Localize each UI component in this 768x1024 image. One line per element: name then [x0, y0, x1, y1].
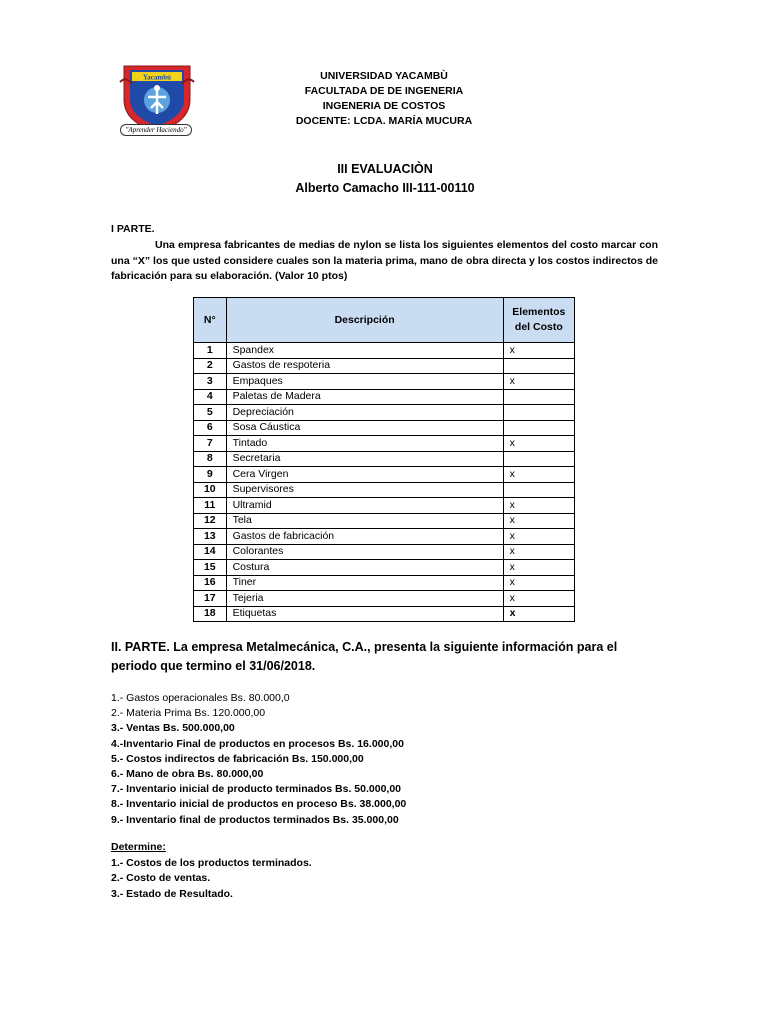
row-description: Colorantes — [226, 544, 503, 560]
row-mark: x — [503, 529, 574, 545]
row-description: Secretaria — [226, 451, 503, 467]
row-description: Costura — [226, 560, 503, 576]
row-description: Tela — [226, 513, 503, 529]
row-mark: x — [503, 560, 574, 576]
row-number: 8 — [194, 451, 227, 467]
part1-instructions — [111, 238, 658, 285]
row-number: 18 — [194, 606, 227, 622]
determine-item: 3.- Estado de Resultado. — [111, 887, 233, 900]
row-description: Spandex — [226, 343, 503, 359]
info-item: 6.- Mano de obra Bs. 80.000,00 — [111, 768, 264, 781]
table-row — [194, 405, 575, 421]
row-description: Etiquetas — [226, 606, 503, 622]
part1-label: I PARTE. — [111, 223, 155, 235]
row-number: 13 — [194, 529, 227, 545]
table-row — [194, 358, 575, 374]
info-list — [111, 691, 406, 828]
row-number: 4 — [194, 389, 227, 405]
faculty-name: FACULTADA DE DE INGENERIA — [304, 85, 464, 97]
row-mark: x — [503, 343, 574, 359]
table-header-row — [194, 298, 575, 343]
row-mark — [503, 451, 574, 467]
row-mark — [503, 420, 574, 436]
row-description: Paletas de Madera — [226, 389, 503, 405]
row-mark: x — [503, 544, 574, 560]
row-mark: x — [503, 498, 574, 514]
table-row — [194, 420, 575, 436]
row-description: Ultramid — [226, 498, 503, 514]
row-number: 10 — [194, 482, 227, 498]
row-description: Gastos de respoteria — [226, 358, 503, 374]
table-row — [194, 467, 575, 483]
info-item: 3.- Ventas Bs. 500.000,00 — [111, 722, 235, 735]
evaluation-title — [200, 160, 570, 198]
row-description: Empaques — [226, 374, 503, 390]
table-row — [194, 575, 575, 591]
row-mark — [503, 482, 574, 498]
row-number: 17 — [194, 591, 227, 607]
row-description: Tejeria — [226, 591, 503, 607]
table-row — [194, 389, 575, 405]
row-number: 6 — [194, 420, 227, 436]
logo-motto: "Aprender Haciendo" — [120, 124, 192, 136]
row-mark: x — [503, 467, 574, 483]
row-number: 5 — [194, 405, 227, 421]
row-mark — [503, 405, 574, 421]
row-description: Supervisores — [226, 482, 503, 498]
determine-item: 2.- Costo de ventas. — [111, 872, 211, 884]
determine-section — [111, 840, 312, 902]
row-number: 9 — [194, 467, 227, 483]
row-mark — [503, 358, 574, 374]
table-row — [194, 343, 575, 359]
row-mark — [503, 389, 574, 405]
row-description: Cera Virgen — [226, 467, 503, 483]
part1-text: Una empresa fabricantes de medias de nylon se lista los siguientes elementos del costo marcar con una “X” los que usted considere cuales son la materia prima, mano de obra directa y los costos indirectos de fabricación para su elaboración. (Valor 10 ptos) — [111, 239, 658, 282]
table-row — [194, 498, 575, 514]
header-number: N° — [194, 298, 227, 343]
row-number: 15 — [194, 560, 227, 576]
table-row — [194, 374, 575, 390]
row-number: 11 — [194, 498, 227, 514]
table-row — [194, 606, 575, 622]
course-name: INGENERIA DE COSTOS — [322, 100, 446, 112]
row-description: Tintado — [226, 436, 503, 452]
row-mark: x — [503, 374, 574, 390]
table-row — [194, 436, 575, 452]
table-row — [194, 591, 575, 607]
info-item: 4.-Inventario Final de productos en procesos Bs. 16.000,00 — [111, 737, 404, 750]
row-mark: x — [503, 436, 574, 452]
part2-statement: II. PARTE. La empresa Metalmecánica, C.A., presenta la siguiente información para el periodo que termino el 31/06/2018. — [111, 640, 618, 673]
row-number: 12 — [194, 513, 227, 529]
info-item: 8.- Inventario inicial de productos en proceso Bs. 38.000,00 — [111, 798, 407, 811]
row-number: 1 — [194, 343, 227, 359]
info-item: 9.- Inventario final de productos terminados Bs. 35.000,00 — [111, 813, 399, 826]
determine-item: 1.- Costos de los productos terminados. — [111, 856, 312, 869]
cost-elements-table — [193, 297, 575, 622]
logo-banner-text: Yacambú — [142, 73, 172, 82]
row-description: Tiner — [226, 575, 503, 591]
row-mark: x — [503, 513, 574, 529]
determine-heading: Determine: — [111, 841, 166, 853]
table-row — [194, 513, 575, 529]
student-name: Alberto Camacho III-111-00110 — [295, 181, 475, 195]
row-mark: x — [503, 606, 574, 622]
table-row — [194, 544, 575, 560]
row-number: 16 — [194, 575, 227, 591]
row-number: 3 — [194, 374, 227, 390]
info-item: 7.- Inventario inicial de producto terminados Bs. 50.000,00 — [111, 783, 402, 796]
info-item: 1.- Gastos operacionales Bs. 80.000,0 — [111, 692, 290, 704]
university-name: UNIVERSIDAD YACAMBÙ — [320, 70, 448, 82]
info-item: 2.- Materia Prima Bs. 120.000,00 — [111, 707, 266, 720]
teacher-name: DOCENTE: LCDA. MARÍA MUCURA — [295, 115, 473, 127]
table-row — [194, 482, 575, 498]
row-description: Depreciación — [226, 405, 503, 421]
table-row — [194, 451, 575, 467]
table-row — [194, 529, 575, 545]
info-item: 5.- Costos indirectos de fabricación Bs. 150.000,00 — [111, 752, 364, 765]
evaluation-name: III EVALUACIÒN — [337, 162, 433, 176]
row-number: 2 — [194, 358, 227, 374]
row-description: Sosa Cáustica — [226, 420, 503, 436]
row-number: 14 — [194, 544, 227, 560]
table-row — [194, 560, 575, 576]
row-mark: x — [503, 575, 574, 591]
row-mark: x — [503, 591, 574, 607]
header-cost-elements: Elementos del Costo — [503, 298, 574, 343]
header-description: Descripción — [226, 298, 503, 343]
document-header — [254, 69, 514, 129]
row-number: 7 — [194, 436, 227, 452]
row-description: Gastos de fabricación — [226, 529, 503, 545]
